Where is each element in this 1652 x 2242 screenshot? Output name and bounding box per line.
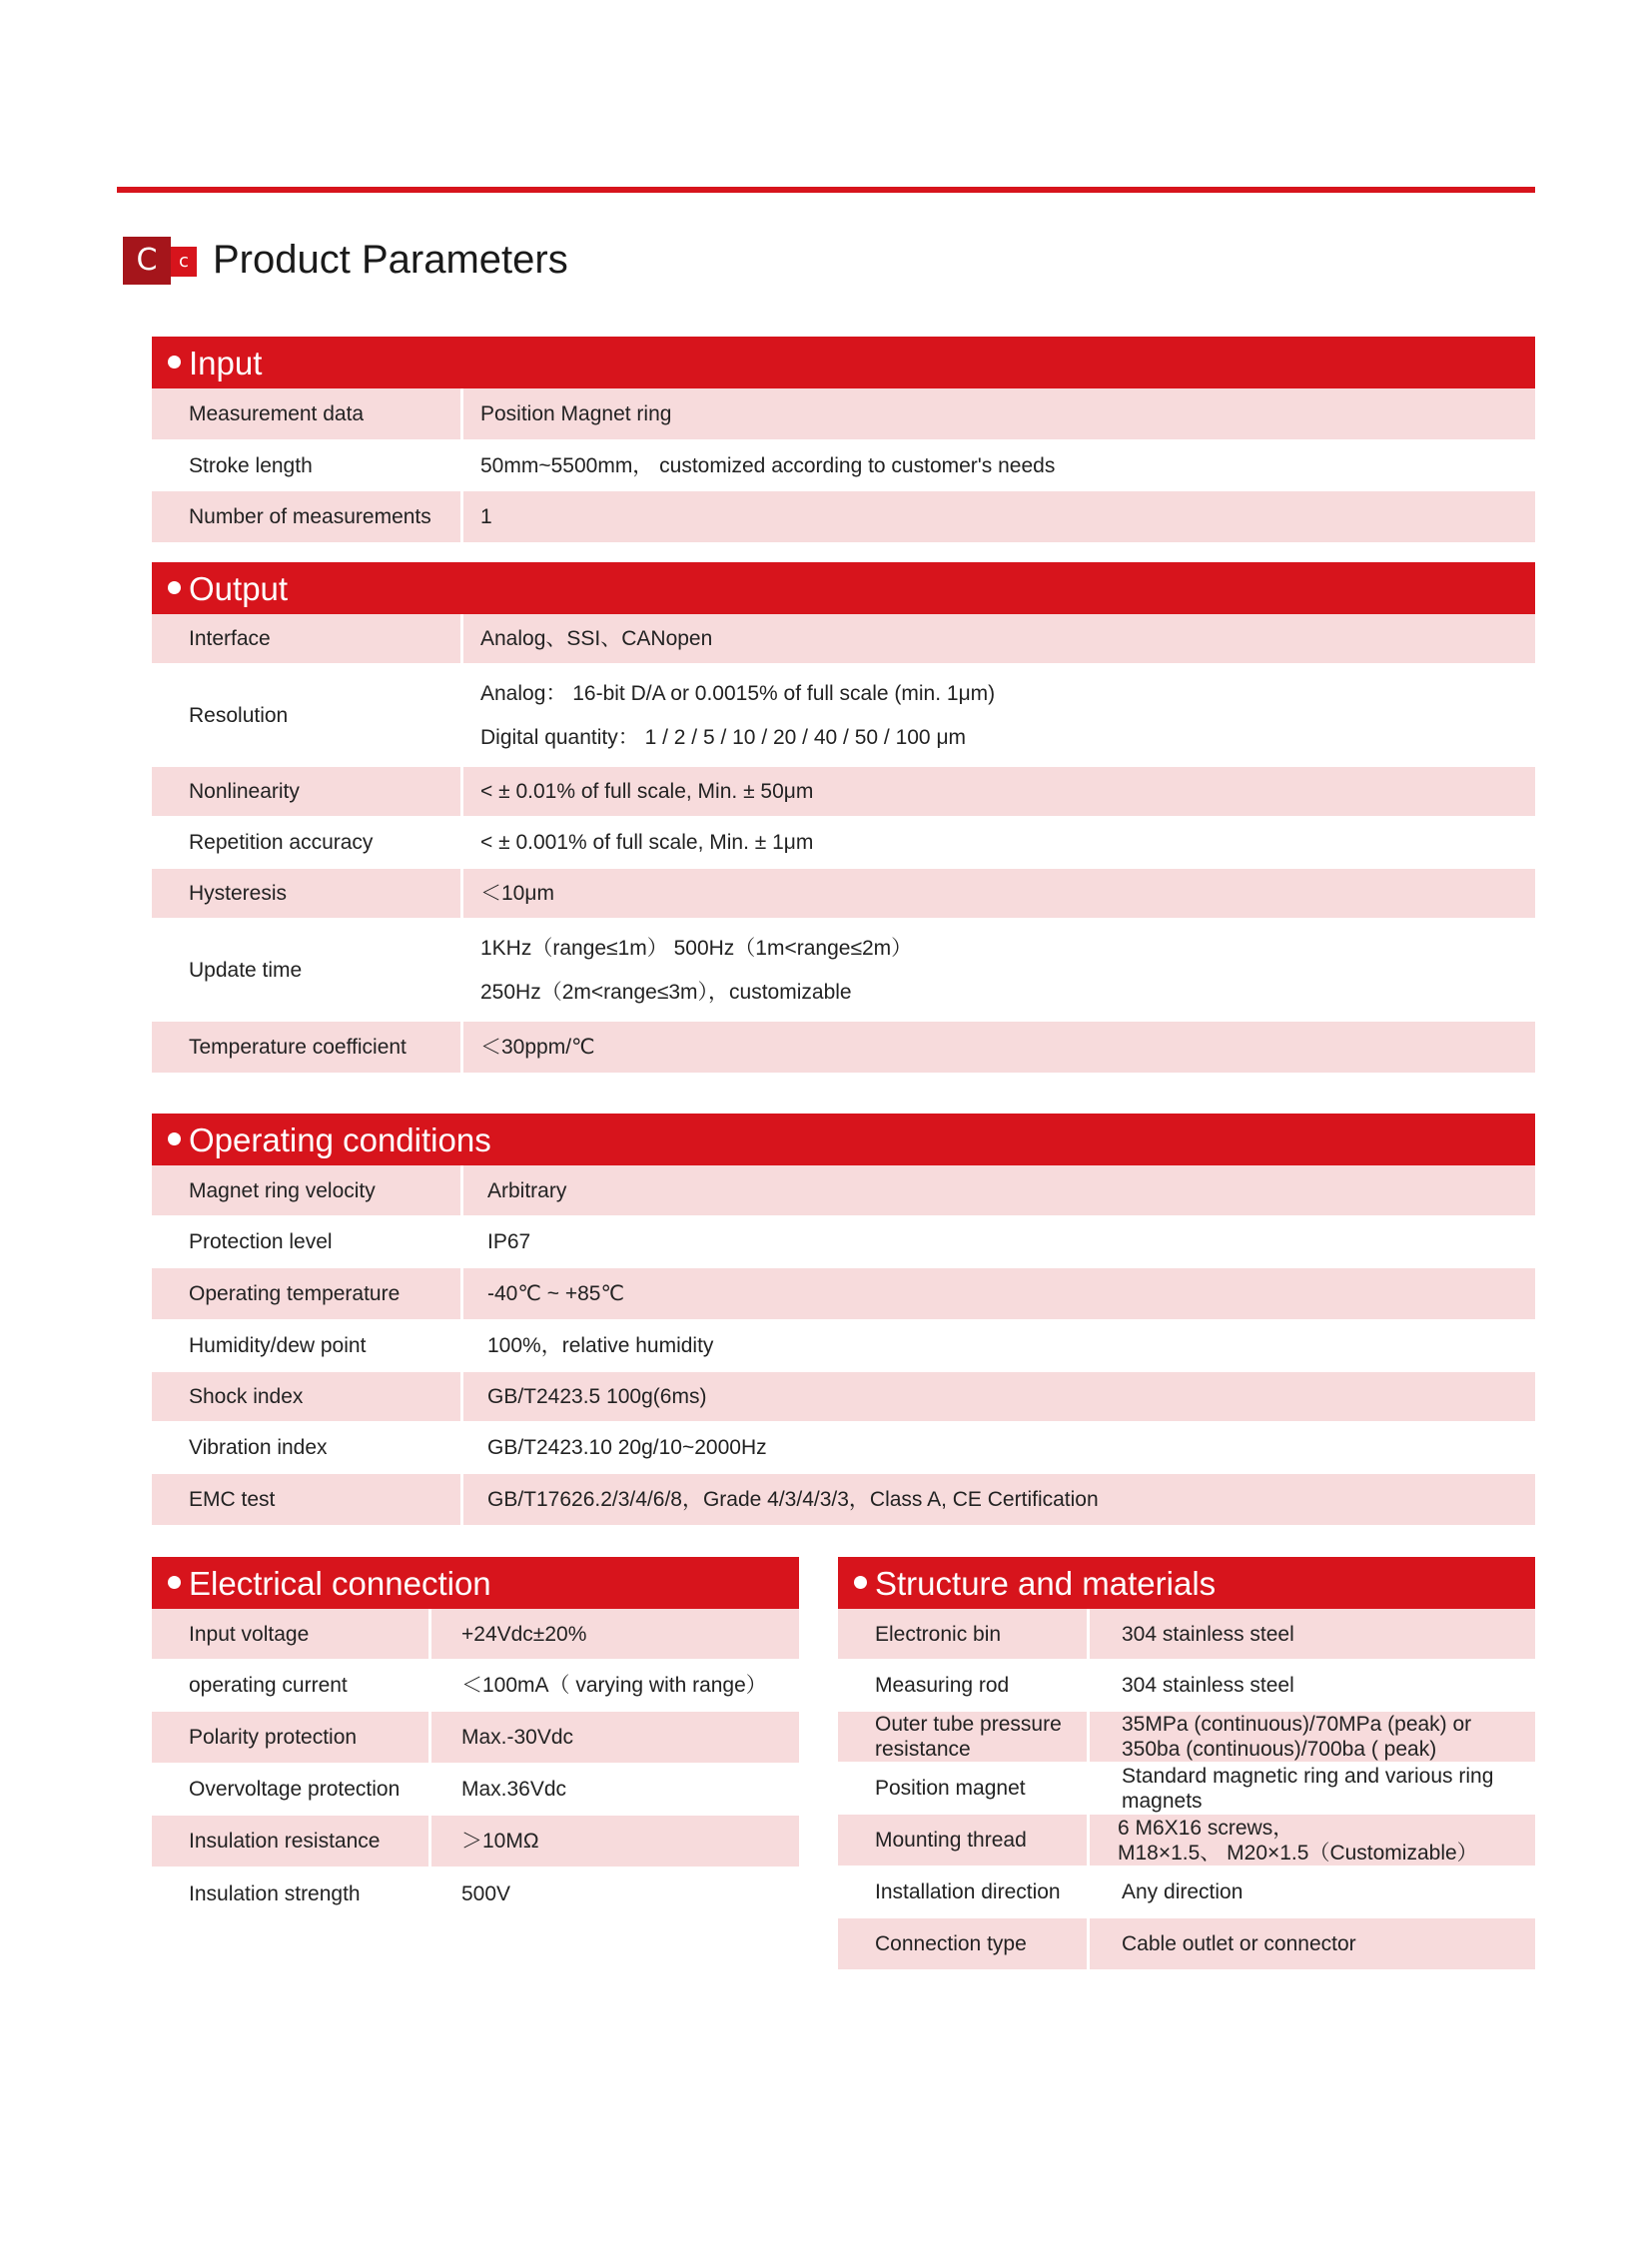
param-name: Input voltage — [152, 1609, 431, 1659]
param-value: IP67 — [487, 1230, 531, 1253]
param-value: +24Vdc±20% — [431, 1609, 799, 1659]
param-row — [152, 614, 1535, 665]
param-value-line: Digital quantity： 1 / 2 / 5 / 10 / 20 / 40 / 50 / 100 μm — [480, 725, 967, 749]
param-name: operating current — [152, 1661, 431, 1710]
param-row — [152, 1321, 1535, 1372]
param-value: Standard magnetic ring and various ring magnets — [1122, 1764, 1494, 1813]
param-name: Update time — [152, 920, 463, 1020]
section-title: Structure and materials — [875, 1565, 1217, 1602]
param-name: Nonlinearity — [152, 767, 463, 816]
param-name: Interface — [152, 614, 463, 663]
param-value: ＜30ppm/℃ — [463, 1022, 1535, 1073]
param-row — [152, 1372, 1535, 1423]
param-row — [152, 1868, 799, 1921]
param-value-line: 250Hz（2m<range≤3m），customizable — [480, 980, 852, 1004]
param-row — [838, 1712, 1535, 1764]
logo-letter-large: C — [123, 237, 171, 285]
param-row — [152, 1609, 799, 1661]
bullet-icon — [168, 356, 181, 369]
bullet-icon — [168, 1132, 181, 1145]
param-row — [838, 1918, 1535, 1971]
param-row — [152, 1765, 799, 1816]
param-value: ＞10MΩ — [431, 1816, 799, 1867]
param-row — [152, 1712, 799, 1765]
param-row — [838, 1764, 1535, 1815]
param-name: Overvoltage protection — [152, 1765, 431, 1814]
param-row — [152, 1165, 1535, 1217]
param-name: Installation direction — [838, 1868, 1090, 1916]
section-header — [152, 1557, 799, 1609]
param-value: < ± 0.01% of full scale, Min. ± 50μm — [463, 767, 1535, 816]
param-value: Cable outlet or connector — [1090, 1918, 1535, 1969]
param-value — [463, 920, 1535, 1020]
param-value: 100%，relative humidity — [487, 1334, 714, 1357]
param-value-line: M18×1.5、 M20×1.5（Customizable） — [1118, 1841, 1478, 1865]
param-name: Insulation resistance — [152, 1816, 431, 1867]
section-header — [152, 337, 1535, 388]
param-value: 500V — [461, 1882, 511, 1905]
param-name: Protection level — [152, 1217, 463, 1266]
param-row — [838, 1661, 1535, 1712]
section-title: Operating conditions — [189, 1121, 491, 1158]
bullet-icon — [854, 1576, 867, 1589]
param-name: Measuring rod — [838, 1661, 1090, 1710]
bullet-icon — [168, 581, 181, 594]
param-name: Outer tube pressure resistance — [838, 1712, 1090, 1762]
param-row — [152, 1423, 1535, 1474]
param-row — [152, 388, 1535, 441]
param-name: Shock index — [152, 1372, 463, 1421]
section-electrical-connection — [152, 1557, 799, 1921]
section-structure-materials — [838, 1557, 1535, 1971]
param-row — [152, 1217, 1535, 1268]
param-value: 1 — [463, 491, 1535, 542]
section-output — [152, 562, 1535, 1075]
param-name: Repetition accuracy — [152, 818, 463, 867]
param-name: Insulation strength — [152, 1868, 431, 1919]
section-input — [152, 337, 1535, 544]
param-value-line: Analog： 16-bit D/A or 0.0015% of full scale (min. 1μm) — [480, 681, 996, 705]
section-title: Input — [189, 345, 263, 381]
param-name: Measurement data — [152, 388, 463, 439]
param-name: Polarity protection — [152, 1712, 431, 1763]
param-value: GB/T17626.2/3/4/6/8，Grade 4/3/4/3/3，Class A, CE Certification — [463, 1474, 1535, 1525]
param-value: Any direction — [1122, 1880, 1243, 1903]
param-row — [152, 1661, 799, 1712]
param-row — [152, 1816, 799, 1868]
param-value: -40℃ ~ +85℃ — [463, 1268, 1535, 1319]
param-row — [152, 818, 1535, 869]
param-value: Analog、SSI、CANopen — [463, 614, 1535, 663]
brand-logo — [123, 237, 197, 285]
param-name: Humidity/dew point — [152, 1321, 463, 1370]
param-row — [152, 767, 1535, 818]
param-row — [152, 869, 1535, 920]
param-name: Hysteresis — [152, 869, 463, 918]
section-header — [152, 1114, 1535, 1165]
section-header — [838, 1557, 1535, 1609]
param-value: ＜100mA（ varying with range） — [461, 1674, 767, 1697]
section-title: Output — [189, 570, 289, 607]
param-name: Connection type — [838, 1918, 1090, 1969]
param-value: Max.36Vdc — [461, 1778, 567, 1801]
param-name: Mounting thread — [838, 1815, 1090, 1866]
param-name: Stroke length — [152, 441, 463, 489]
param-name: Position magnet — [838, 1764, 1090, 1813]
param-row — [838, 1815, 1535, 1868]
param-row — [838, 1868, 1535, 1918]
param-row — [838, 1609, 1535, 1661]
param-row — [152, 1268, 1535, 1321]
param-value: 304 stainless steel — [1122, 1674, 1294, 1697]
bullet-icon — [168, 1576, 181, 1589]
param-row — [152, 441, 1535, 491]
param-name: Magnet ring velocity — [152, 1165, 463, 1215]
page-title: Product Parameters — [213, 238, 568, 282]
param-value: Position Magnet ring — [463, 388, 1535, 439]
param-value: ＜10μm — [463, 869, 1535, 918]
param-value: GB/T2423.10 20g/10~2000Hz — [487, 1436, 767, 1459]
param-name: Operating temperature — [152, 1268, 463, 1319]
param-value: 50mm~5500mm， customized according to customer's needs — [480, 453, 1056, 477]
param-name: Number of measurements — [152, 491, 463, 542]
param-value — [1090, 1815, 1535, 1866]
param-value — [463, 665, 1535, 765]
param-name: Electronic bin — [838, 1609, 1090, 1659]
section-operating-conditions — [152, 1114, 1535, 1527]
param-value-line: 6 M6X16 screws， — [1118, 1816, 1294, 1840]
param-value: Arbitrary — [463, 1165, 1535, 1215]
param-value: 304 stainless steel — [1090, 1609, 1535, 1659]
param-name: Resolution — [152, 665, 463, 765]
section-title: Electrical connection — [189, 1565, 491, 1602]
param-value: GB/T2423.5 100g(6ms) — [463, 1372, 1535, 1421]
param-name: Vibration index — [152, 1423, 463, 1472]
param-row — [152, 1022, 1535, 1075]
param-row — [152, 920, 1535, 1022]
param-row — [152, 1474, 1535, 1527]
logo-letter-small: c — [171, 247, 197, 277]
param-row — [152, 491, 1535, 544]
param-name: EMC test — [152, 1474, 463, 1525]
param-value-line: 1KHz（range≤1m） 500Hz（1m<range≤2m） — [480, 936, 913, 960]
param-value: 35MPa (continuous)/70MPa (peak) or 350ba (continuous)/700ba ( peak) — [1090, 1712, 1535, 1762]
section-header — [152, 562, 1535, 614]
param-row — [152, 665, 1535, 767]
param-name: Temperature coefficient — [152, 1022, 463, 1073]
top-rule — [117, 187, 1535, 193]
param-value: < ± 0.001% of full scale, Min. ± 1μm — [480, 831, 814, 854]
param-value: Max.-30Vdc — [431, 1712, 799, 1763]
